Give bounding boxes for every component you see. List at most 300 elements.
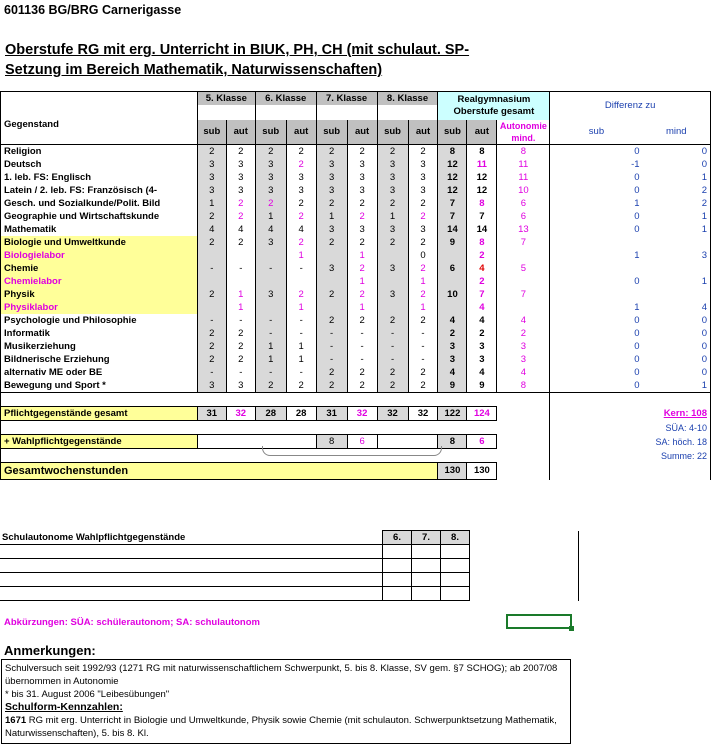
hours-cell: - <box>377 327 408 340</box>
pflicht-hours: 32 <box>408 407 438 421</box>
anmerkungen-title: Anmerkungen: <box>4 643 96 658</box>
hours-cell: 3 <box>377 223 408 236</box>
hours-cell: 2 <box>347 262 377 275</box>
hours-cell: 3 <box>377 171 408 184</box>
hours-cell: - <box>316 353 347 366</box>
autonomie-min-cell <box>497 249 550 262</box>
hours-cell: 3 <box>347 171 377 184</box>
spacer <box>550 463 711 480</box>
hours-cell: 2 <box>408 379 438 393</box>
hours-cell: - <box>286 366 316 379</box>
hours-cell: 2 <box>377 366 408 379</box>
hours-cell: 3 <box>226 171 255 184</box>
spacer <box>408 393 438 407</box>
diff-mind-cell: 0 <box>643 327 711 340</box>
gesamt-label: Gesamtwochenstunden <box>1 463 438 480</box>
gesamt-row <box>1 463 711 480</box>
aut-label: aut <box>286 120 316 145</box>
hours-cell: 2 <box>197 145 226 159</box>
autonomie-min-cell: 8 <box>497 145 550 159</box>
diff-sub-cell: 0 <box>634 353 640 365</box>
total-aut-cell: 8 <box>467 236 497 249</box>
spacer <box>497 449 550 463</box>
pflicht-hours: 28 <box>255 407 286 421</box>
diff-mind-cell: 0 <box>643 340 711 353</box>
spacer <box>377 421 408 435</box>
hours-cell <box>197 301 226 314</box>
subject-row <box>1 210 711 223</box>
hours-cell: 3 <box>197 184 226 197</box>
diff-mind-cell: 0 <box>643 158 711 171</box>
autonomie-line-1: Autonomie <box>499 121 547 131</box>
diff-mind-cell: 0 <box>643 314 711 327</box>
hours-cell <box>377 275 408 288</box>
hours-cell: 4 <box>226 223 255 236</box>
total-aut-cell: 14 <box>467 223 497 236</box>
hours-cell: 3 <box>316 184 347 197</box>
hours-cell: 2 <box>255 145 286 159</box>
subject-row <box>1 249 711 262</box>
hours-cell: 2 <box>226 340 255 353</box>
hours-cell: 2 <box>255 197 286 210</box>
total-aut-cell: 4 <box>467 262 497 275</box>
hours-cell: 3 <box>408 158 438 171</box>
schedule-table <box>0 530 579 601</box>
spacer <box>316 421 347 435</box>
pflicht-hours: 28 <box>286 407 316 421</box>
subject-row <box>1 327 711 340</box>
hours-cell <box>377 301 408 314</box>
spacer <box>197 449 226 463</box>
autonomie-min-cell: 2 <box>497 327 550 340</box>
school-title: 601136 BG/BRG Carnerigasse <box>4 3 182 17</box>
total-sub-cell <box>438 301 467 314</box>
schedule-col-6: 6. <box>383 531 412 545</box>
hours-cell: 2 <box>286 158 316 171</box>
total-header <box>438 92 550 121</box>
total-sub-cell <box>438 275 467 288</box>
wahl-label: + Wahlpflichtgegenstände <box>1 435 198 449</box>
subject-name: 1. leb. FS: Englisch <box>1 171 198 184</box>
class7-header: 7. Klasse <box>316 92 377 106</box>
aut-label: aut <box>408 120 438 145</box>
hours-cell: 2 <box>286 210 316 223</box>
spacer <box>467 393 497 407</box>
hours-cell <box>226 249 255 262</box>
hours-cell: 2 <box>226 236 255 249</box>
hours-cell: 2 <box>226 327 255 340</box>
hours-cell: - <box>286 327 316 340</box>
hours-cell: 1 <box>197 197 226 210</box>
hours-cell: 3 <box>316 262 347 275</box>
page-heading <box>5 40 545 80</box>
selected-cell[interactable] <box>506 614 572 629</box>
total-header-line-1: Realgymnasium <box>457 94 531 105</box>
subject-name: Mathematik <box>1 223 198 236</box>
schedule-row[interactable] <box>0 587 579 601</box>
abbreviations: Abkürzungen: SÜA: schülerautonom; SA: schulautonom <box>4 617 260 628</box>
hours-cell: 2 <box>226 210 255 223</box>
total-sub-cell: 14 <box>438 223 467 236</box>
hours-cell: 2 <box>316 236 347 249</box>
spacer <box>497 463 550 480</box>
hours-cell <box>286 275 316 288</box>
total-sub-cell: 12 <box>438 184 467 197</box>
total-sub-cell: 4 <box>438 314 467 327</box>
hours-cell <box>255 249 286 262</box>
diff-sub-cell <box>550 262 643 275</box>
subject-row <box>1 197 711 210</box>
subject-row <box>1 171 711 184</box>
subject-name: Physiklabor <box>1 301 198 314</box>
hours-cell: 2 <box>347 197 377 210</box>
hours-cell: 3 <box>408 184 438 197</box>
hours-cell: 2 <box>286 288 316 301</box>
total-aut-cell: 12 <box>467 171 497 184</box>
hours-cell: 2 <box>347 210 377 223</box>
hours-cell: 3 <box>347 158 377 171</box>
hours-cell: 2 <box>377 197 408 210</box>
diff-sub-cell <box>550 236 643 249</box>
hours-cell: 2 <box>316 288 347 301</box>
hours-cell: 3 <box>286 184 316 197</box>
hours-cell <box>316 249 347 262</box>
diff-sub-cell: 1 <box>634 197 640 209</box>
schedule-row[interactable] <box>0 545 579 559</box>
summe-value: Summe: 22 <box>550 449 711 463</box>
diff-sub-cell: 0 <box>634 366 640 378</box>
total-aut-cell: 7 <box>467 210 497 223</box>
subject-name: Chemielabor <box>1 275 198 288</box>
diff-mind-cell: 0 <box>643 145 711 159</box>
hours-cell: 2 <box>408 197 438 210</box>
hours-cell: 2 <box>197 327 226 340</box>
diff-sub-cell: 0 <box>634 340 640 352</box>
total-sub-cell <box>438 249 467 262</box>
hours-cell: 3 <box>255 184 286 197</box>
total-sub-cell: 12 <box>438 158 467 171</box>
subject-row <box>1 145 711 159</box>
total-sub-cell: 3 <box>438 353 467 366</box>
hours-cell: 1 <box>255 210 286 223</box>
hours-cell: 1 <box>408 275 438 288</box>
autonomie-header <box>497 120 550 145</box>
hours-cell <box>377 249 408 262</box>
hours-cell: 0 <box>408 249 438 262</box>
diff-sub-cell: 1 <box>634 301 640 313</box>
pflicht-label: Pflichtgegenstände gesamt <box>1 407 198 421</box>
hours-cell: - <box>286 314 316 327</box>
diff-sub-cell: 0 <box>634 145 640 157</box>
spacer <box>226 435 255 449</box>
subject-row <box>1 366 711 379</box>
hours-cell: - <box>226 262 255 275</box>
total-sub-cell: 7 <box>438 197 467 210</box>
diff-mind-cell: 1 <box>643 379 711 393</box>
schedule-col-8: 8. <box>441 531 470 545</box>
hours-cell: 2 <box>316 314 347 327</box>
total-aut-cell: 4 <box>467 314 497 327</box>
spacer <box>1 393 198 407</box>
diff-mind-cell: 4 <box>643 301 711 314</box>
spacer <box>497 393 550 407</box>
subject-name: Biologielabor <box>1 249 198 262</box>
hours-cell: 3 <box>197 158 226 171</box>
subject-row <box>1 158 711 171</box>
subject-row <box>1 184 711 197</box>
autonomie-min-cell: 3 <box>497 340 550 353</box>
hours-cell: 2 <box>408 366 438 379</box>
hours-cell: 2 <box>197 236 226 249</box>
spacer <box>438 449 467 463</box>
hours-cell <box>197 275 226 288</box>
total-sub-cell: 8 <box>438 145 467 159</box>
hours-cell: 1 <box>226 288 255 301</box>
diff-mind-header: mind <box>643 120 711 145</box>
spacer <box>438 421 467 435</box>
hours-cell: 2 <box>377 314 408 327</box>
total-aut-cell: 9 <box>467 379 497 393</box>
spacer <box>226 393 255 407</box>
note-1: Schulversuch seit 1992/93 (1271 RG mit naturwissenschaftlichem Schwerpunkt, 5. bis 8. Klasse, SV gem. §7 SCHOG); ab 2007/08 übernommen in Autonomie <box>5 663 558 687</box>
diff-sub-cell: 0 <box>634 210 640 222</box>
autonomie-min-cell: 13 <box>497 223 550 236</box>
hours-cell <box>316 275 347 288</box>
hours-cell: 2 <box>347 288 377 301</box>
total-sub-cell: 4 <box>438 366 467 379</box>
header-row <box>1 92 711 106</box>
subject-name: Deutsch <box>1 158 198 171</box>
hours-cell: - <box>408 340 438 353</box>
diff-sub-cell: 0 <box>634 275 640 287</box>
hours-cell: 3 <box>347 223 377 236</box>
hours-cell: - <box>347 353 377 366</box>
hours-cell: 3 <box>316 223 347 236</box>
sub-label: sub <box>197 120 226 145</box>
pflicht-total-aut: 124 <box>467 407 497 421</box>
subject-row <box>1 353 711 366</box>
total-aut-cell: 3 <box>467 353 497 366</box>
hours-cell: - <box>255 262 286 275</box>
total-aut-cell: 8 <box>467 197 497 210</box>
diff-mind-cell: 1 <box>643 210 711 223</box>
total-aut-cell: 4 <box>467 301 497 314</box>
aut-label: aut <box>347 120 377 145</box>
gesamt-total-aut: 130 <box>467 463 497 480</box>
hours-cell: 2 <box>226 197 255 210</box>
autonomie-min-cell: 7 <box>497 236 550 249</box>
hours-cell: 3 <box>255 288 286 301</box>
schedule-row[interactable] <box>0 573 579 587</box>
schedule-row[interactable] <box>0 559 579 573</box>
total-aut-cell: 7 <box>467 288 497 301</box>
autonomie-min-cell: 3 <box>497 353 550 366</box>
hours-cell: 3 <box>197 171 226 184</box>
spacer <box>226 449 255 463</box>
subject-name: Biologie und Umweltkunde <box>1 236 198 249</box>
hours-cell: 1 <box>347 249 377 262</box>
wahl-total-sub: 8 <box>438 435 467 449</box>
hours-cell: 3 <box>408 171 438 184</box>
hours-cell: 2 <box>286 145 316 159</box>
diff-sub-header: sub <box>550 120 643 145</box>
pflicht-row <box>1 407 711 421</box>
hours-cell: - <box>197 314 226 327</box>
hours-cell: 2 <box>255 379 286 393</box>
autonomie-min-cell: 11 <box>497 171 550 184</box>
subject-name: alternativ ME oder BE <box>1 366 198 379</box>
diff-sub-cell: 0 <box>634 314 640 326</box>
autonomie-line-2: mind. <box>511 133 536 143</box>
subject-row <box>1 379 711 393</box>
hours-cell: 3 <box>255 236 286 249</box>
pflicht-hours: 31 <box>316 407 347 421</box>
schedule-col-7: 7. <box>412 531 441 545</box>
diff-sub-cell: 0 <box>634 327 640 339</box>
hours-cell <box>197 249 226 262</box>
diff-mind-cell: 2 <box>643 184 711 197</box>
hours-cell <box>316 301 347 314</box>
total-aut-cell: 11 <box>467 158 497 171</box>
hours-cell: 1 <box>316 210 347 223</box>
total-sub-cell: 6 <box>438 262 467 275</box>
total-sub-cell: 3 <box>438 340 467 353</box>
hours-cell: - <box>408 327 438 340</box>
subject-row <box>1 275 711 288</box>
total-sub-cell: 7 <box>438 210 467 223</box>
subject-row <box>1 262 711 275</box>
hours-cell: 2 <box>197 340 226 353</box>
hours-cell: 3 <box>377 158 408 171</box>
hours-cell: 2 <box>316 197 347 210</box>
hours-cell: 2 <box>377 379 408 393</box>
subject-row <box>1 301 711 314</box>
subject-row <box>1 288 711 301</box>
subject-name: Bewegung und Sport * <box>1 379 198 393</box>
hours-cell: 1 <box>226 301 255 314</box>
note-3-number: 1671 <box>5 715 27 726</box>
autonomie-min-cell: 7 <box>497 288 550 301</box>
spacer <box>347 421 377 435</box>
kennzahlen-title: Schulform-Kennzahlen: <box>5 701 123 713</box>
diff-mind-cell <box>643 236 711 249</box>
total-aut-cell: 2 <box>467 275 497 288</box>
spacer <box>497 421 550 435</box>
diff-mind-cell: 1 <box>643 171 711 184</box>
hours-cell: 1 <box>377 210 408 223</box>
subject-name: Musikerziehung <box>1 340 198 353</box>
total-aut-cell: 12 <box>467 184 497 197</box>
spacer <box>497 407 550 421</box>
hours-cell: 3 <box>226 158 255 171</box>
sa-limit: SA: höch. 18 <box>550 435 711 449</box>
hours-cell: - <box>408 353 438 366</box>
hours-cell: - <box>377 340 408 353</box>
hours-cell: 3 <box>316 158 347 171</box>
spacer <box>1 421 198 435</box>
total-sub-cell: 10 <box>438 288 467 301</box>
hours-cell: 3 <box>347 184 377 197</box>
hours-cell: 1 <box>286 301 316 314</box>
diff-header: Differenz zu <box>550 92 711 121</box>
hours-cell: - <box>226 366 255 379</box>
pflicht-total-sub: 122 <box>438 407 467 421</box>
hours-cell: 2 <box>408 262 438 275</box>
spacer <box>286 421 316 435</box>
hours-cell: 3 <box>286 171 316 184</box>
hours-cell: 2 <box>226 145 255 159</box>
sub-label: sub <box>316 120 347 145</box>
spacer <box>438 393 467 407</box>
hours-cell: 2 <box>408 210 438 223</box>
hours-cell: 1 <box>286 353 316 366</box>
diff-mind-cell: 0 <box>643 366 711 379</box>
heading-line-2: Setzung im Bereich Mathematik, Naturwissenschaften) <box>5 62 383 78</box>
autonomie-min-cell: 4 <box>497 314 550 327</box>
hours-cell: - <box>255 327 286 340</box>
spacer <box>1 449 198 463</box>
hours-cell: 1 <box>255 340 286 353</box>
spacer <box>197 393 226 407</box>
hours-cell: 1 <box>347 301 377 314</box>
subject-name: Psychologie und Philosophie <box>1 314 198 327</box>
gesamt-total-sub: 130 <box>438 463 467 480</box>
subject-column-header: Gegenstand <box>1 105 198 145</box>
spacer <box>467 449 497 463</box>
aut-label: aut <box>467 120 497 145</box>
spacer <box>497 435 550 449</box>
spacer <box>643 393 711 407</box>
spacer <box>226 421 255 435</box>
hours-cell: 4 <box>286 223 316 236</box>
class5-header: 5. Klasse <box>197 92 255 106</box>
diff-sub-cell: 1 <box>634 249 640 261</box>
hours-cell: - <box>316 340 347 353</box>
hours-cell: 2 <box>316 366 347 379</box>
total-aut-cell: 2 <box>467 327 497 340</box>
note-3 <box>5 714 567 740</box>
pflicht-hours: 32 <box>377 407 408 421</box>
subject-name: Latein / 2. leb. FS: Französisch (4- <box>1 184 198 197</box>
hours-cell: 2 <box>286 197 316 210</box>
hours-cell: 1 <box>286 249 316 262</box>
pflicht-hours: 32 <box>226 407 255 421</box>
hours-cell: 4 <box>255 223 286 236</box>
subject-row <box>1 340 711 353</box>
class8-header: 8. Klasse <box>377 92 438 106</box>
spacer <box>316 393 347 407</box>
hours-cell: 3 <box>316 171 347 184</box>
anmerkungen-box <box>1 659 571 744</box>
hours-cell: - <box>377 353 408 366</box>
total-aut-cell: 2 <box>467 249 497 262</box>
diff-mind-cell: 1 <box>643 223 711 236</box>
total-sub-cell: 9 <box>438 379 467 393</box>
schedule-title: Schulautonome Wahlpflichtgegenstände <box>0 531 383 545</box>
diff-sub-cell: -1 <box>631 158 640 170</box>
subject-name: Religion <box>1 145 198 159</box>
subject-name: Informatik <box>1 327 198 340</box>
wahl-7-aut: 6 <box>347 435 377 449</box>
spacer <box>467 421 497 435</box>
hours-cell: 2 <box>286 379 316 393</box>
total-sub-cell: 12 <box>438 171 467 184</box>
autonomie-min-cell: 8 <box>497 379 550 393</box>
hours-cell: - <box>347 340 377 353</box>
hours-cell: 2 <box>197 210 226 223</box>
hours-cell: 2 <box>377 236 408 249</box>
spacer <box>255 421 286 435</box>
